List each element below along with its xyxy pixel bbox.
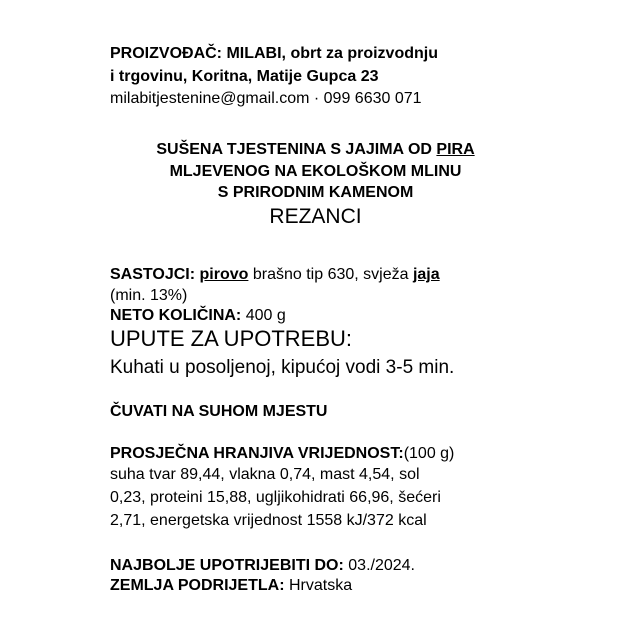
producer-line-2: i trgovinu, Koritna, Matije Gupca 23: [110, 68, 379, 85]
ingredients-line-1: [110, 265, 440, 285]
product-desc-text: SUŠENA TJESTENINA S JAJIMA OD: [156, 141, 437, 158]
net-quantity: [110, 306, 286, 326]
ingredient-text: brašno tip 630, svježa: [248, 266, 413, 283]
producer-label: PROIZVOĐAČ:: [110, 45, 222, 62]
origin-value: Hrvatska: [288, 577, 353, 594]
nutrition-unit: (100 g): [403, 445, 455, 462]
nutrition-heading: [110, 444, 454, 464]
nutrition-line-2: 0,23, proteini 15,88, ugljikohidrati 66,96, šećeri: [110, 489, 441, 506]
producer-contact: milabitjestenine@gmail.com · 099 6630 071: [110, 90, 422, 107]
origin: [110, 576, 352, 596]
best-before-label: NAJBOLJE UPOTRIJEBITI DO:: [110, 557, 344, 574]
ingredient-pirovo: pirovo: [199, 266, 249, 283]
storage-note: ČUVATI NA SUHOM MJESTU: [110, 403, 328, 420]
nutrition-line-3: 2,71, energetska vrijednost 1558 kJ/372 kcal: [110, 512, 427, 529]
product-desc-line-2: MLJEVENOG NA EKOLOŠKOM MLINU: [169, 163, 462, 180]
product-desc-line-3: S PRIRODNIM KAMENOM: [217, 184, 414, 201]
best-before: [110, 556, 415, 576]
ingredients-label: SASTOJCI:: [110, 266, 196, 283]
nutrition-line-1: suha tvar 89,44, vlakna 0,74, mast 4,54, sol: [110, 466, 420, 483]
ingredients-line-2: (min. 13%): [110, 287, 188, 304]
ingredient-jaja: jaja: [412, 266, 440, 283]
nutrition-label: PROSJEČNA HRANJIVA VRIJEDNOST:: [110, 445, 404, 462]
instructions-text: Kuhati u posoljenoj, kipućoj vodi 3-5 min.: [110, 357, 455, 378]
net-quantity-label: NETO KOLIČINA:: [110, 307, 242, 324]
producer-line-1: [110, 44, 438, 64]
best-before-value: 03./2024.: [348, 557, 415, 574]
origin-label: ZEMLJA PODRIJETLA:: [110, 577, 285, 594]
instructions-heading: UPUTE ZA UPOTREBU:: [110, 326, 353, 351]
producer-name: MILABI, obrt za proizvodnju: [226, 45, 438, 62]
net-quantity-value: 400 g: [245, 307, 286, 324]
product-desc-line-1: [0, 140, 631, 160]
product-desc-pira: PIRA: [436, 141, 475, 158]
product-name: REZANCI: [269, 205, 362, 228]
